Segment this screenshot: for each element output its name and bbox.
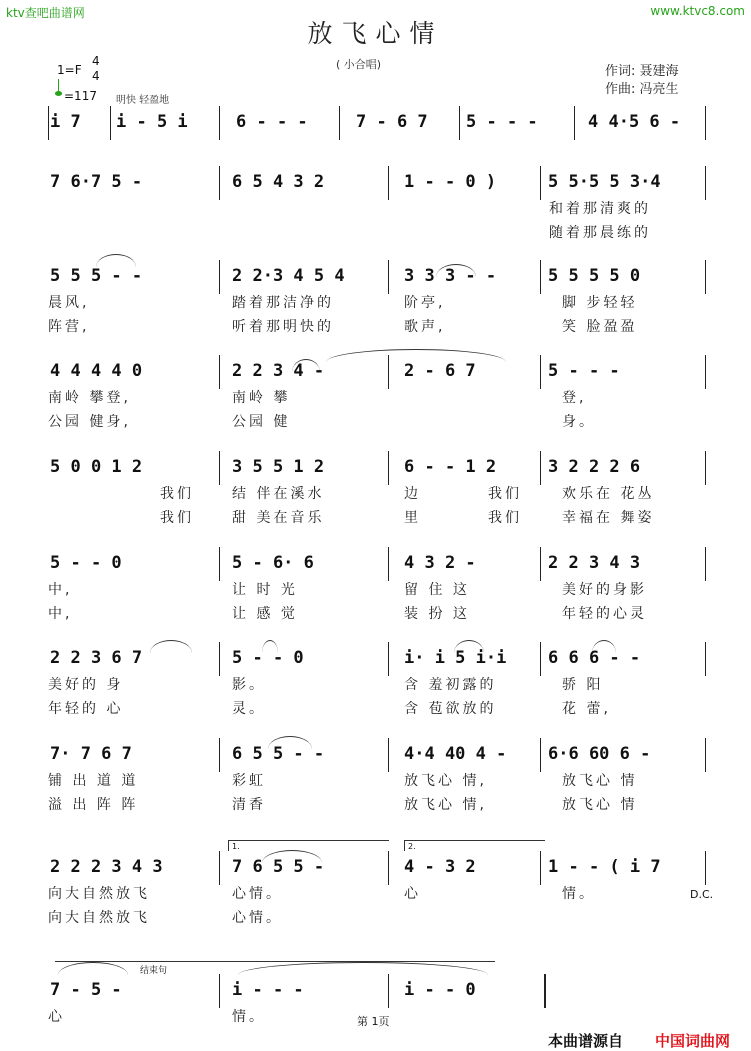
measure-5-3: 6 - - 1 2 bbox=[404, 457, 497, 477]
lyric-5-line1-0: 中, bbox=[48, 582, 73, 598]
measure-4-1: 4 4 4 4 0 bbox=[50, 361, 143, 381]
barline-start bbox=[48, 106, 49, 140]
source-label: 本曲谱源自 bbox=[548, 1032, 624, 1050]
lyric-7-line1-3: 放飞心 情 bbox=[562, 773, 638, 789]
barline bbox=[388, 166, 389, 200]
lyric-2-line1-0: 晨风, bbox=[48, 295, 90, 311]
coda-bracket bbox=[55, 961, 495, 970]
barline bbox=[219, 974, 220, 1008]
measure-7-4: 6 6 6 - - bbox=[548, 648, 641, 668]
measure-9-4: 1 - - ( i 7 bbox=[548, 857, 661, 877]
lyric-7-line1-0: 铺 出 道 道 bbox=[48, 773, 139, 789]
lyric-8-line1-1: 心情。 bbox=[232, 886, 283, 902]
first-ending-bracket bbox=[228, 840, 389, 851]
lyric-7-line2-3: 放飞心 情 bbox=[562, 797, 638, 813]
lyric-2-line2-1: 听着那明快的 bbox=[232, 319, 334, 335]
da-capo-marking: D.C. bbox=[690, 888, 714, 901]
measure-6-3: 4 3 2 - bbox=[404, 553, 476, 573]
brand-label: 中国词曲网 bbox=[655, 1032, 731, 1050]
lyric-2-line2-2: 歌声, bbox=[404, 319, 446, 335]
lyric-5-line2-0: 中, bbox=[48, 606, 73, 622]
lyric-7-line2-1: 清香 bbox=[232, 797, 266, 813]
barline bbox=[540, 851, 541, 885]
measure-3-2: 2 2·3 4 5 4 bbox=[232, 266, 345, 286]
barline bbox=[540, 738, 541, 772]
measure-1-6: 4 4·5 6 - bbox=[588, 112, 681, 132]
barline bbox=[705, 166, 706, 200]
slur-arc bbox=[326, 349, 506, 362]
coda-label: 结束句 bbox=[140, 966, 168, 976]
barline bbox=[219, 166, 220, 200]
measure-1-3: 6 - - - bbox=[236, 112, 308, 132]
measure-7-2: 5 - - 0 bbox=[232, 648, 304, 668]
lyric-4-line2-3: 我们 bbox=[488, 510, 522, 526]
song-subtitle: ( 小合唱) bbox=[336, 58, 382, 71]
barline bbox=[574, 106, 575, 140]
measure-2-1: 7 6·7 5 - bbox=[50, 172, 143, 192]
slur-arc bbox=[96, 254, 136, 267]
first-ending-label: 1. bbox=[232, 842, 240, 851]
lyric-6-line2-0: 年轻的 心 bbox=[48, 701, 124, 717]
slur-arc bbox=[592, 640, 616, 653]
barline bbox=[705, 738, 706, 772]
barline bbox=[219, 451, 220, 485]
measure-10-1: 7 - 5 - bbox=[50, 980, 122, 1000]
lyric-2-line2-3: 笑 脸盈盈 bbox=[562, 319, 638, 335]
key-signature: 1=F bbox=[57, 63, 82, 77]
barline bbox=[388, 451, 389, 485]
lyricist-credit: 作词: 聂建海 bbox=[605, 64, 679, 79]
measure-6-2: 5 - 6· 6 bbox=[232, 553, 314, 573]
slur-arc bbox=[150, 640, 192, 653]
measure-1-5: 5 - - - bbox=[466, 112, 538, 132]
barline bbox=[388, 851, 389, 885]
measure-1-1: i 7 bbox=[50, 112, 81, 132]
barline bbox=[705, 260, 706, 294]
lyric-6-line1-2: 含 羞初露的 bbox=[404, 677, 497, 693]
measure-3-3: 3 3 3 - - bbox=[404, 266, 497, 286]
lyric-8-line1-3: 情。 bbox=[562, 886, 596, 902]
measure-5-4: 3 2 2 2 6 bbox=[548, 457, 641, 477]
barline bbox=[705, 451, 706, 485]
lyric-8-line1-0: 向大自然放飞 bbox=[48, 886, 150, 902]
barline bbox=[705, 642, 706, 676]
barline bbox=[219, 642, 220, 676]
song-title: 放飞心情 bbox=[307, 19, 444, 48]
barline bbox=[388, 260, 389, 294]
barline bbox=[388, 547, 389, 581]
lyric-3-line2-0: 公园 健身, bbox=[48, 414, 131, 430]
slur-arc bbox=[268, 736, 312, 749]
lyric-6-line2-3: 花 蕾, bbox=[562, 701, 611, 717]
barline bbox=[540, 166, 541, 200]
lyric-5-line2-1: 让 感 觉 bbox=[232, 606, 298, 622]
measure-6-4: 2 2 3 4 3 bbox=[548, 553, 641, 573]
measure-6-1: 5 - - 0 bbox=[50, 553, 122, 573]
measure-3-4: 5 5 5 5 0 bbox=[548, 266, 641, 286]
lyric-7-line2-2: 放飞心 情, bbox=[404, 797, 487, 813]
lyric-7-line1-1: 彩虹 bbox=[232, 773, 266, 789]
lyric-7-line1-2: 放飞心 情, bbox=[404, 773, 487, 789]
lyric-3-line1-0: 南岭 攀登, bbox=[48, 390, 131, 406]
lyric-4-line1-1: 结 伴在溪水 bbox=[232, 486, 325, 502]
lyric-2-line1-2: 阶亭, bbox=[404, 295, 446, 311]
tempo-marking: =117 bbox=[64, 89, 97, 103]
quarter-note-head bbox=[55, 91, 62, 96]
lyric-4-line1-3: 我们 bbox=[488, 486, 522, 502]
lyric-3-line1-2: 登, bbox=[562, 390, 587, 406]
barline bbox=[388, 738, 389, 772]
lyric-4-line2-1: 甜 美在音乐 bbox=[232, 510, 325, 526]
barline bbox=[219, 738, 220, 772]
barline bbox=[219, 851, 220, 885]
lyric-4-line1-4: 欢乐在 花丛 bbox=[562, 486, 655, 502]
measure-9-2: 7 6 5 5 - bbox=[232, 857, 325, 877]
measure-1-4: 7 - 6 7 bbox=[356, 112, 428, 132]
lyric-5-line1-2: 留 住 这 bbox=[404, 582, 470, 598]
final-barline bbox=[544, 974, 546, 1008]
barline bbox=[705, 851, 706, 885]
lyric-5-line1-1: 让 时 光 bbox=[232, 582, 298, 598]
measure-9-1: 2 2 2 3 4 3 bbox=[50, 857, 163, 877]
barline bbox=[110, 106, 111, 140]
measure-4-2: 2 2 3 4 - bbox=[232, 361, 325, 381]
time-top: 4 bbox=[92, 54, 100, 68]
lyric-2-line2-0: 阵营, bbox=[48, 319, 90, 335]
second-ending-label: 2. bbox=[408, 842, 416, 851]
lyric-1-line1-0: 和着那清爽的 bbox=[549, 201, 651, 217]
lyric-6-line1-1: 影。 bbox=[232, 677, 266, 693]
barline bbox=[388, 642, 389, 676]
measure-1-2: i - 5 i bbox=[116, 112, 188, 132]
lyric-2-line1-1: 踏着那洁净的 bbox=[232, 295, 334, 311]
lyric-5-line1-3: 美好的身影 bbox=[562, 582, 647, 598]
measure-10-3: i - - 0 bbox=[404, 980, 476, 1000]
measure-7-1: 2 2 3 6 7 bbox=[50, 648, 143, 668]
lyric-6-line1-3: 骄 阳 bbox=[562, 677, 604, 693]
measure-8-2: 6 5 5 - - bbox=[232, 744, 325, 764]
lyric-8-line2-1: 心情。 bbox=[232, 910, 283, 926]
lyric-4-line1-2: 边 bbox=[404, 486, 421, 502]
slur-arc bbox=[262, 640, 278, 653]
measure-4-3: 2 - 6 7 bbox=[404, 361, 476, 381]
barline bbox=[705, 106, 706, 140]
barline bbox=[540, 451, 541, 485]
measure-5-2: 3 5 5 1 2 bbox=[232, 457, 325, 477]
lyric-1-line2-0: 随着那晨练的 bbox=[549, 225, 651, 241]
lyric-4-line2-2: 里 bbox=[404, 510, 421, 526]
measure-2-4: 5 5·5 5 3·4 bbox=[548, 172, 661, 192]
barline bbox=[705, 547, 706, 581]
lyric-3-line2-2: 身。 bbox=[562, 414, 596, 430]
time-bottom: 4 bbox=[92, 69, 100, 83]
barline bbox=[339, 106, 340, 140]
lyric-4-line1-0: 我们 bbox=[160, 486, 194, 502]
barline bbox=[540, 642, 541, 676]
lyric-6-line2-1: 灵。 bbox=[232, 701, 266, 717]
lyric-5-line2-2: 装 扮 这 bbox=[404, 606, 470, 622]
lyric-3-line2-1: 公园 健 bbox=[232, 414, 291, 430]
barline bbox=[540, 260, 541, 294]
lyric-9-line1-1: 情。 bbox=[232, 1009, 266, 1025]
measure-8-3: 4·4 40 4 - bbox=[404, 744, 507, 764]
barline bbox=[219, 106, 220, 140]
site-watermark-right: www.ktvc8.com bbox=[650, 4, 745, 18]
measure-9-3: 4 - 3 2 bbox=[404, 857, 476, 877]
lyric-9-line1-0: 心 bbox=[48, 1009, 65, 1025]
lyric-5-line2-3: 年轻的心灵 bbox=[562, 606, 647, 622]
lyric-8-line1-2: 心 bbox=[404, 886, 421, 902]
barline bbox=[540, 547, 541, 581]
measure-5-1: 5 0 0 1 2 bbox=[50, 457, 143, 477]
slur-arc bbox=[262, 850, 322, 863]
barline bbox=[459, 106, 460, 140]
measure-4-4: 5 - - - bbox=[548, 361, 620, 381]
slur-arc bbox=[454, 640, 484, 653]
lyric-4-line2-0: 我们 bbox=[160, 510, 194, 526]
barline bbox=[705, 355, 706, 389]
lyric-6-line2-2: 含 苞欲放的 bbox=[404, 701, 497, 717]
barline bbox=[388, 974, 389, 1008]
barline bbox=[219, 260, 220, 294]
lyric-7-line2-0: 溢 出 阵 阵 bbox=[48, 797, 139, 813]
measure-8-1: 7· 7 6 7 bbox=[50, 744, 132, 764]
lyric-6-line1-0: 美好的 身 bbox=[48, 677, 124, 693]
barline bbox=[219, 355, 220, 389]
measure-2-3: 1 - - 0 ) bbox=[404, 172, 497, 192]
time-signature bbox=[92, 54, 100, 84]
site-watermark-left: ktv查吧曲谱网 bbox=[6, 6, 85, 20]
lyric-2-line1-3: 脚 步轻轻 bbox=[562, 295, 638, 311]
measure-10-2: i - - - bbox=[232, 980, 304, 1000]
barline bbox=[540, 355, 541, 389]
second-ending-bracket bbox=[404, 840, 545, 851]
measure-3-1: 5 5 5 - - bbox=[50, 266, 143, 286]
barline bbox=[219, 547, 220, 581]
composer-credit: 作曲: 冯亮生 bbox=[605, 82, 679, 97]
measure-7-3: i· i 5 i·i bbox=[404, 648, 507, 668]
measure-2-2: 6 5 4 3 2 bbox=[232, 172, 325, 192]
expression-marking: 明快 轻盈地 bbox=[116, 95, 170, 106]
lyric-8-line2-0: 向大自然放飞 bbox=[48, 910, 150, 926]
lyric-4-line2-4: 幸福在 舞姿 bbox=[562, 510, 655, 526]
page-number: 第 1页 bbox=[357, 1015, 390, 1028]
measure-8-4: 6·6 60 6 - bbox=[548, 744, 651, 764]
lyric-3-line1-1: 南岭 攀 bbox=[232, 390, 291, 406]
